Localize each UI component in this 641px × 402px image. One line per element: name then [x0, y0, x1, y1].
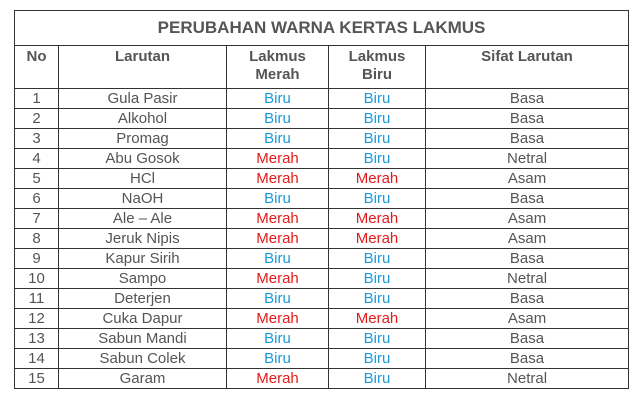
cell-lakmus-biru: Biru [329, 89, 426, 109]
cell-no: 3 [15, 129, 59, 149]
cell-lakmus-biru: Merah [329, 209, 426, 229]
header-lakmus-merah-line1: Lakmus [249, 48, 306, 65]
header-lakmus-merah-line2: Merah [255, 66, 300, 83]
cell-no: 13 [15, 329, 59, 349]
cell-lakmus-merah: Biru [227, 109, 329, 129]
cell-sifat: Basa [426, 249, 629, 269]
cell-lakmus-biru: Biru [329, 369, 426, 389]
cell-lakmus-merah: Biru [227, 249, 329, 269]
table-row [15, 229, 629, 249]
table-row [15, 209, 629, 229]
cell-lakmus-merah: Merah [227, 369, 329, 389]
cell-lakmus-merah: Merah [227, 269, 329, 289]
cell-lakmus-biru: Biru [329, 149, 426, 169]
header-no: No [15, 46, 59, 89]
cell-lakmus-merah: Biru [227, 289, 329, 309]
cell-sifat: Basa [426, 189, 629, 209]
header-row [15, 46, 629, 89]
header-lakmus-biru-line1: Lakmus [348, 48, 406, 65]
cell-no: 11 [15, 289, 59, 309]
cell-lakmus-biru: Biru [329, 109, 426, 129]
cell-sifat: Asam [426, 169, 629, 189]
cell-sifat: Asam [426, 309, 629, 329]
cell-lakmus-biru: Biru [329, 129, 426, 149]
cell-no: 14 [15, 349, 59, 369]
cell-sifat: Basa [426, 109, 629, 129]
cell-sifat: Basa [426, 329, 629, 349]
cell-larutan: Gula Pasir [59, 89, 227, 109]
cell-larutan: Deterjen [59, 289, 227, 309]
cell-lakmus-merah: Biru [227, 129, 329, 149]
cell-no: 8 [15, 229, 59, 249]
cell-lakmus-biru: Merah [329, 309, 426, 329]
litmus-table [14, 10, 629, 389]
cell-sifat: Asam [426, 209, 629, 229]
cell-larutan: Garam [59, 369, 227, 389]
cell-no: 15 [15, 369, 59, 389]
table-row [15, 129, 629, 149]
cell-larutan: Kapur Sirih [59, 249, 227, 269]
cell-sifat: Netral [426, 149, 629, 169]
cell-larutan: NaOH [59, 189, 227, 209]
litmus-table-container [14, 10, 628, 389]
table-row [15, 329, 629, 349]
table-row [15, 269, 629, 289]
cell-sifat: Netral [426, 269, 629, 289]
header-lakmus-biru [329, 46, 426, 89]
table-row [15, 89, 629, 109]
cell-no: 12 [15, 309, 59, 329]
cell-lakmus-biru: Biru [329, 289, 426, 309]
cell-lakmus-biru: Merah [329, 229, 426, 249]
cell-sifat: Basa [426, 289, 629, 309]
cell-sifat: Basa [426, 129, 629, 149]
cell-larutan: HCl [59, 169, 227, 189]
cell-lakmus-biru: Biru [329, 329, 426, 349]
table-row [15, 349, 629, 369]
cell-lakmus-biru: Biru [329, 269, 426, 289]
cell-no: 5 [15, 169, 59, 189]
cell-lakmus-merah: Merah [227, 229, 329, 249]
cell-sifat: Basa [426, 89, 629, 109]
cell-lakmus-merah: Biru [227, 329, 329, 349]
cell-larutan: Alkohol [59, 109, 227, 129]
cell-lakmus-biru: Biru [329, 249, 426, 269]
cell-lakmus-biru: Merah [329, 169, 426, 189]
table-row [15, 169, 629, 189]
table-row [15, 109, 629, 129]
cell-lakmus-merah: Merah [227, 209, 329, 229]
cell-lakmus-merah: Biru [227, 89, 329, 109]
cell-larutan: Abu Gosok [59, 149, 227, 169]
cell-larutan: Sabun Colek [59, 349, 227, 369]
cell-larutan: Jeruk Nipis [59, 229, 227, 249]
cell-no: 6 [15, 189, 59, 209]
cell-lakmus-biru: Biru [329, 349, 426, 369]
cell-no: 7 [15, 209, 59, 229]
cell-no: 10 [15, 269, 59, 289]
cell-sifat: Asam [426, 229, 629, 249]
table-row [15, 149, 629, 169]
cell-lakmus-merah: Merah [227, 169, 329, 189]
cell-lakmus-merah: Merah [227, 309, 329, 329]
cell-lakmus-merah: Biru [227, 189, 329, 209]
cell-larutan: Promag [59, 129, 227, 149]
cell-lakmus-merah: Biru [227, 349, 329, 369]
cell-larutan: Sampo [59, 269, 227, 289]
cell-no: 1 [15, 89, 59, 109]
table-row [15, 189, 629, 209]
cell-sifat: Netral [426, 369, 629, 389]
table-row [15, 369, 629, 389]
table-body [15, 89, 629, 389]
header-larutan: Larutan [59, 46, 227, 89]
cell-no: 4 [15, 149, 59, 169]
table-row [15, 289, 629, 309]
cell-larutan: Sabun Mandi [59, 329, 227, 349]
cell-larutan: Ale – Ale [59, 209, 227, 229]
header-lakmus-merah [227, 46, 329, 89]
cell-sifat: Basa [426, 349, 629, 369]
header-lakmus-biru-line2: Biru [362, 66, 392, 83]
header-sifat-larutan: Sifat Larutan [426, 46, 629, 89]
cell-lakmus-biru: Biru [329, 189, 426, 209]
table-row [15, 249, 629, 269]
cell-lakmus-merah: Merah [227, 149, 329, 169]
cell-no: 2 [15, 109, 59, 129]
cell-larutan: Cuka Dapur [59, 309, 227, 329]
cell-no: 9 [15, 249, 59, 269]
table-title: PERUBAHAN WARNA KERTAS LAKMUS [15, 11, 629, 46]
table-row [15, 309, 629, 329]
